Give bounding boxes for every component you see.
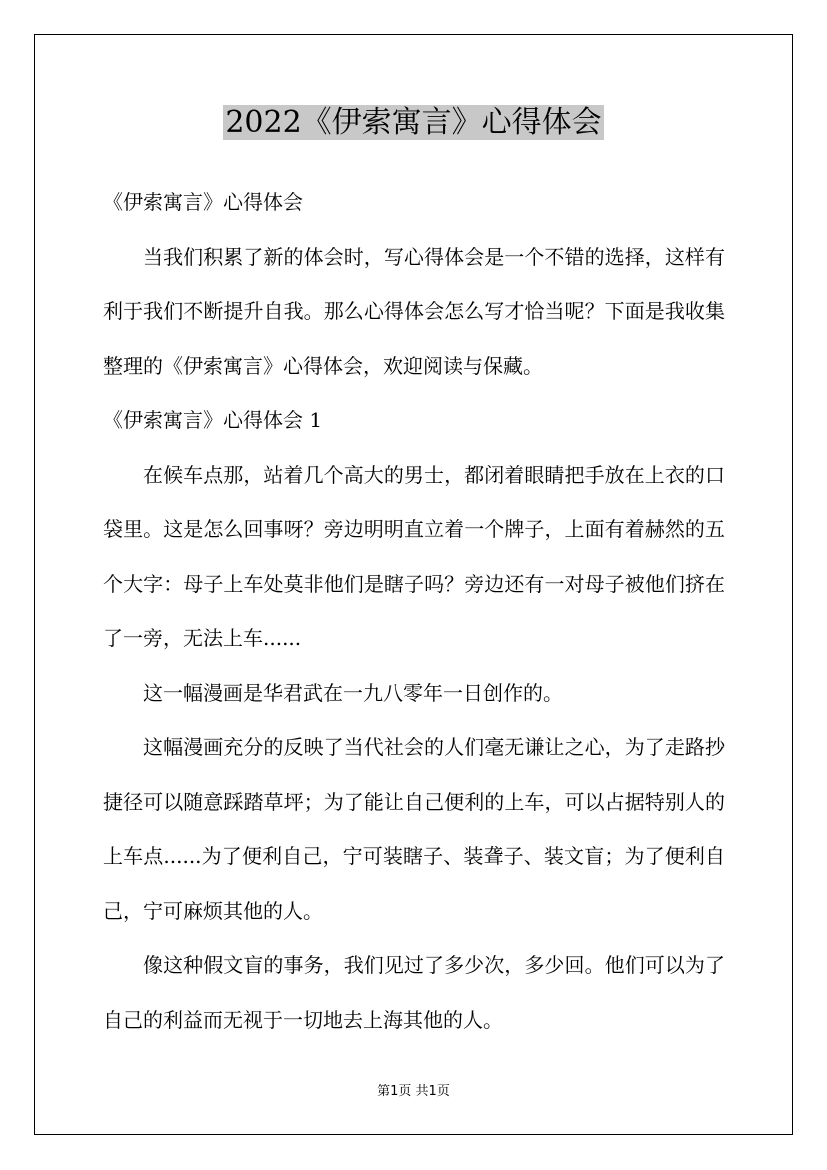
section-heading: 《伊索寓言》心得体会: [103, 190, 303, 214]
body-paragraph: 这幅漫画充分的反映了当代社会的人们毫无谦让之心，为了走路抄捷径可以随意踩踏草坪；为了能让自己便利的上车，可以占据特别人的上车点......为了便利自己，宁可装瞎子、装聋子、装文盲；为了便利自己，宁可麻烦其他的人。: [103, 735, 725, 923]
document-body: [103, 175, 725, 1047]
body-paragraph: 当我们积累了新的体会时，写心得体会是一个不错的选择，这样有利于我们不断提升自我。那么心得体会怎么写才恰当呢？下面是我收集整理的《伊索寓言》心得体会，欢迎阅读与保藏。: [103, 244, 725, 378]
document-title: [0, 103, 827, 143]
body-paragraph: 在候车点那，站着几个高大的男士，都闭着眼睛把手放在上衣的口袋里。这是怎么回事呀？旁边明明直立着一个牌子，上面有着赫然的五个大字：母子上车处莫非他们是瞎子吗？旁边还有一对母子被他们挤在了一旁，无法上车......: [103, 462, 725, 650]
document-title-text: 2022《伊索寓言》心得体会: [225, 105, 602, 140]
page-footer: 第1页 共1页: [377, 1084, 450, 1099]
section-heading: 《伊索寓言》心得体会 1: [103, 408, 323, 432]
body-paragraph: 这一幅漫画是华君武在一九八零年一日创作的。: [143, 680, 563, 705]
body-paragraph: 像这种假文盲的事务，我们见过了多少次，多少回。他们可以为了自己的利益而无视于一切地去上海其他的人。: [103, 953, 725, 1032]
